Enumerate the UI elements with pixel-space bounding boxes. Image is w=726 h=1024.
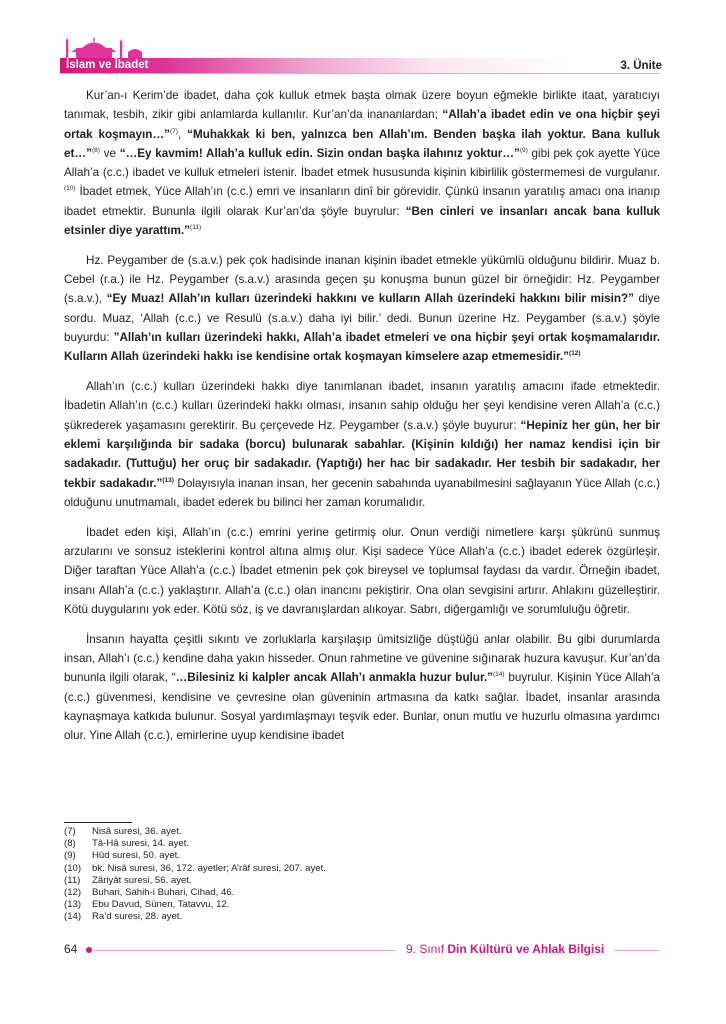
footnote-text: Nisâ suresi, 36. ayet. xyxy=(92,826,182,837)
text-run: Hz. Peygamber de (s.a.v.) pek çok hadisinde inanan kişinin ibadet etmekle yükümlü olduğunu bildirir. Muaz b. Cebel (r.a.) ile Hz. Peygamber (s.a.v.) arasında geçen şu konuşma bunun güzel bir örneğidir: Hz. Peygamber (s.a.v.), xyxy=(64,253,660,306)
footnote-text: Tâ-Hâ suresi, 14. ayet. xyxy=(92,838,190,850)
mosque-skyline-icon xyxy=(62,38,152,60)
footnote-reference: (8) xyxy=(91,146,100,154)
footnote-text: bk. Nisâ suresi, 36, 172. ayetler; A’râf suresi, 207. ayet. xyxy=(92,862,326,874)
header-rule xyxy=(60,73,660,74)
footnote-item xyxy=(64,863,326,875)
paragraph xyxy=(64,86,660,240)
paragraph xyxy=(64,630,660,746)
text-run: İbadet eden kişi, Allah’ın (c.c.) emrini yerine getirmiş olur. Onun verdiği nimetlere karşı şükrünü sunmuş arzularını ve sonsuz isteklerini kontrol altına almış olur. Kişi sadece Yüce Allah’a (c.c.) ibadet ederek özgürleşir. Diğer taraftan Yüce Allah’a (c.c.) İbadet etmenin pek çok bireysel ve toplumsal faydası da vardır. Örneğin ibadet, insanı Allah’a (c.c.) yaklaştırır. Allah’a (c.c.) olan inancını pekiştirir. Ona olan sevgisini artırır. Ahlakını güzelleştirir. Kötü duygularını yok eder. Kötü söz, iş ve davranışlardan alıkoyar. Sabrı, diğergamlığı ve sorumluluğu öğretir. xyxy=(64,525,660,616)
footnote-divider xyxy=(64,822,132,823)
footnote-item xyxy=(64,875,326,887)
header-bar xyxy=(60,58,660,74)
text-run: İnsanın hayatta çeşitli sıkıntı ve zorluklarla karşılaşıp ümitsizliğe düştüğü anlar olabilir. Bu gibi durumlarda insan, Allah’ı (c.c.) kendine daha yakın hisseder. Onun rahmetine ve güvenine sığınarak huzura kavuşur. Kur’an’da bununla ilgili olarak, “ xyxy=(64,632,660,685)
page-footer xyxy=(0,935,726,965)
text-run: , xyxy=(177,127,188,141)
footnote-reference: (9) xyxy=(519,146,528,154)
footer-dot xyxy=(86,947,92,953)
text-run: Dolayısıyla inanan insan, her gecenin sabahında uyanabilmesini sağlayanın Yüce Allah (c.c.) olduğunu unutmamalı, ibadet ederek bu bilinci her zaman korumalıdır. xyxy=(64,476,660,509)
footnote-number: (12) xyxy=(64,887,82,899)
footnote-text: Ebu Davud, Sünen, Tatavvu, 12. xyxy=(92,899,230,911)
text-run: diye sordu. Muaz, ‘Allah (c.c.) ve Resulü (s.a.v.) daha iyi bilir.’ dedi. Bunun üzerine Hz. Peygamber (s.a.v.) şöyle buyurdu: xyxy=(64,292,660,345)
footnote-item xyxy=(64,838,326,850)
footnote-reference: (12) xyxy=(568,350,581,358)
emphasized-quote: …Bilesiniz ki kalpler ancak Allah’ı anmakla huzur bulur.” xyxy=(175,671,493,685)
footnote-text: Hûd suresi, 50. ayet. xyxy=(92,850,180,862)
text-run: Allah’ın (c.c.) kulları üzerindeki hakkı diye tanımlanan ibadet, insanın yaratılış amacını ifade etmektedir. İbadetin Allah’ın (c.c.) kulları üzerindeki hakkı olması, insanın sahip olduğu her şeyi kendisine veren Allah’a (c.c.) şükrederek yaşamasını gerektirir. Bu çerçevede Hz. Peygamber (s.a.v.) şöyle buyurur: xyxy=(64,380,660,432)
footnote-item xyxy=(64,850,326,862)
footnote-number: (7) xyxy=(64,826,76,837)
footnote-item xyxy=(64,911,326,923)
footer-divider-left xyxy=(94,950,396,951)
text-run: buyrulur. Kişinin Yüce Allah’a (c.c.) güvenmesi, kendisine ve çevresine olan güveninin artmasına da katkı sağlar. İbadet, insanlar arasında kaynaşmaya katkıda bulunur. Sosyal yardımlaşmayı teşvik eder. Bunlar, onun mutlu ve huzurlu olmasına yardımcı olur. Yine Allah (c.c.), emirlerine uyup kendisine ibadet xyxy=(64,671,660,743)
section-title: İslam ve İbadet xyxy=(66,59,149,71)
paragraph xyxy=(64,523,660,619)
page-number: 64 xyxy=(64,942,78,956)
footnote-text: Zâriyât suresi, 56. ayet. xyxy=(92,874,192,886)
footnote-text: Buhari, Sahih-i Buhari, Cihad, 46. xyxy=(92,887,235,899)
unit-label: 3. Ünite xyxy=(620,60,662,72)
footnote-number: (14) xyxy=(64,911,82,923)
emphasized-quote: “…Ey kavmim! Allah’a kulluk edin. Sizin ondan başka ilahınız yoktur…” xyxy=(119,146,520,160)
emphasized-quote: “Muhakkak ki ben, yalnızca ben Allah’ım. Benden başka ilah yoktur. Bana kulluk et…” xyxy=(64,127,661,160)
footnote-text: Ra’d suresi, 28. ayet. xyxy=(92,911,183,923)
emphasized-quote: “Ey Muaz! Allah’ın kulları üzerindeki hakkını ve kulların Allah üzerindeki hakkını bilir misin?” xyxy=(106,292,635,306)
grade-label: 9. Sınıf xyxy=(406,942,448,956)
footnote-reference: (13) xyxy=(162,476,174,484)
footnote-number: (13) xyxy=(64,899,82,911)
footnote-number: (8) xyxy=(64,838,76,850)
footnote-item xyxy=(64,826,326,838)
emphasized-quote: “Hepiniz her gün, her bir eklemi karşılığında bir sadaka (borcu) bulunarak sabahlar. (Kişinin kıldığı) her namaz kendisi için bir sadakadır. (Tuttuğu) her oruç bir sadakadır. (Yaptığı) her hac bir sadakadır. Her tesbih bir sadakadır, her tekbir sadakadır.” xyxy=(64,418,660,490)
footnotes xyxy=(64,826,326,924)
footnote-item xyxy=(64,899,326,911)
emphasized-quote: “Ben cinleri ve insanları ancak bana kulluk etsinler diye yarattım.” xyxy=(64,204,660,238)
text-run: gibi pek çok ayette Yüce Allah’a (c.c.) ibadet ve kulluk etmeleri istenir. İbadet etmek hususunda kişinin kibirlilik göstermemesi de vurgulanır. xyxy=(64,146,660,180)
footnote-number: (9) xyxy=(64,850,76,862)
book-name: Din Kültürü ve Ahlak Bilgisi xyxy=(447,942,605,956)
text-run: Kur’an-ı Kerim’de ibadet, daha çok kulluk etmek başta olmak üzere boyun eğmekle birlikte itaat, yaratıcıyı tanımak, tesbih, zikir gibi anlamlarda kullanılır. Kur’an’da inananlardan; xyxy=(64,89,660,122)
footnote-number: (11) xyxy=(64,874,81,886)
emphasized-quote: ”Allah’ın kulları üzerindeki hakkı, Allah’a ibadet etmeleri ve ona hiçbir şeyi ortak koşmamalarıdır. Kulların Allah üzerindeki hakkı ise kendisine ortak koşmayan kimselere azap etmemesidir.” xyxy=(64,331,660,364)
footnote-number: (10) xyxy=(64,862,82,874)
footnote-reference: (14) xyxy=(492,671,505,679)
footnote-item xyxy=(64,887,326,899)
emphasized-quote: “Allah’a ibadet edin ve ona hiçbir şeyi ortak koşmayın…” xyxy=(64,108,660,141)
main-text xyxy=(64,86,660,756)
footnote-reference: (10) xyxy=(64,185,76,193)
text-run: İbadet etmek, Yüce Allah’ın (c.c.) emri ve insanların dinî bir görevidir. Çünkü insanın yaratılış amacı ona inanıp ibadet etmektir. Bununla ilgili olarak Kur’an’da şöyle buyrulur: xyxy=(64,185,660,218)
footer-divider-right xyxy=(614,950,660,951)
book-title xyxy=(406,942,604,956)
footnote-reference: (7) xyxy=(169,127,178,135)
footnote-reference: (11) xyxy=(190,224,202,232)
paragraph xyxy=(64,377,660,512)
page-header xyxy=(0,0,726,80)
text-run: ve xyxy=(99,146,120,160)
paragraph xyxy=(64,251,660,367)
